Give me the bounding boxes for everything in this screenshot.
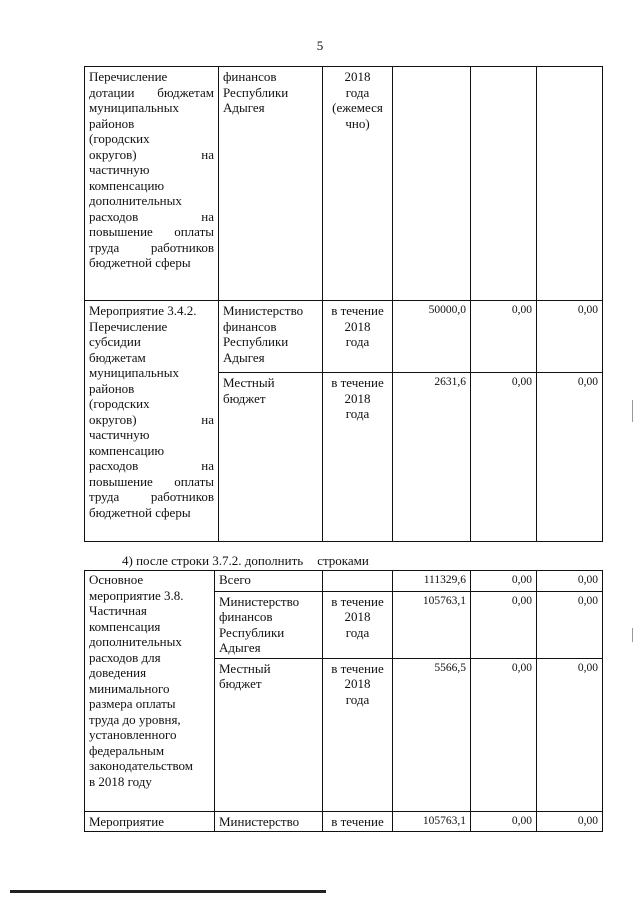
event-description-cell: Основное мероприятие 3.8. Частичная компенсация дополнительных расходов для доведения минимального размера оплаты труда до уровня, установленного федеральным законодательством в 2018 году	[85, 571, 215, 812]
value-cell: 105763,1	[393, 591, 471, 658]
table-row	[85, 301, 603, 373]
value-cell: 50000,0	[393, 301, 471, 373]
term-cell: в течение 2018 года	[323, 373, 393, 542]
value-cell: 0,00	[537, 811, 603, 832]
term-cell: 2018 года (ежемеся чно)	[323, 67, 393, 301]
value-cell	[393, 67, 471, 301]
term-cell: в течение 2018 года	[323, 591, 393, 658]
value-cell: 0,00	[471, 591, 537, 658]
executor-cell: Министерство	[215, 811, 323, 832]
value-cell: 0,00	[471, 373, 537, 542]
table-row	[85, 811, 603, 832]
value-cell: 111329,6	[393, 571, 471, 592]
term-cell: в течение 2018 года	[323, 301, 393, 373]
executor-cell: Местный бюджет	[219, 373, 323, 542]
value-cell: 0,00	[471, 571, 537, 592]
amendment-note: 4) после строки 3.7.2. дополнить строками	[122, 553, 369, 568]
budget-table-top	[84, 66, 603, 542]
executor-cell: финансов Республики Адыгея	[219, 67, 323, 301]
value-cell: 0,00	[537, 571, 603, 592]
term-cell	[323, 571, 393, 592]
executor-cell: Министерство финансов Республики Адыгея	[219, 301, 323, 373]
event-description-cell: Мероприятие	[85, 811, 215, 832]
event-description-cell: Мероприятие 3.4.2. Перечисление субсидии бюджетам муниципальных районов (городских округов) на частичную компенсацию расходов на повышение оплаты труда работников бюджетной сферы	[85, 301, 219, 542]
scan-artifact	[632, 400, 633, 422]
value-cell: 0,00	[537, 373, 603, 542]
value-cell: 0,00	[471, 811, 537, 832]
budget-table-bottom	[84, 570, 603, 832]
value-cell: 0,00	[537, 658, 603, 811]
table-row	[85, 571, 603, 592]
value-cell: 0,00	[537, 591, 603, 658]
term-cell: в течение	[323, 811, 393, 832]
footer-rule	[10, 890, 326, 893]
value-cell	[471, 67, 537, 301]
value-cell: 5566,5	[393, 658, 471, 811]
executor-cell: Министерство финансов Республики Адыгея	[215, 591, 323, 658]
value-cell: 0,00	[471, 301, 537, 373]
scan-artifact	[632, 628, 633, 642]
table-row	[85, 67, 603, 301]
value-cell: 2631,6	[393, 373, 471, 542]
value-cell: 0,00	[537, 301, 603, 373]
event-description-cell: Перечисление дотации бюджетам муниципальных районов (городских округов) на частичную компенсацию дополнительных расходов на повышение оплаты труда работников бюджетной сферы	[85, 67, 219, 301]
term-cell: в течение 2018 года	[323, 658, 393, 811]
executor-cell: Местный бюджет	[215, 658, 323, 811]
value-cell: 105763,1	[393, 811, 471, 832]
value-cell: 0,00	[471, 658, 537, 811]
executor-cell: Всего	[215, 571, 323, 592]
value-cell	[537, 67, 603, 301]
page-number: 5	[316, 38, 324, 53]
